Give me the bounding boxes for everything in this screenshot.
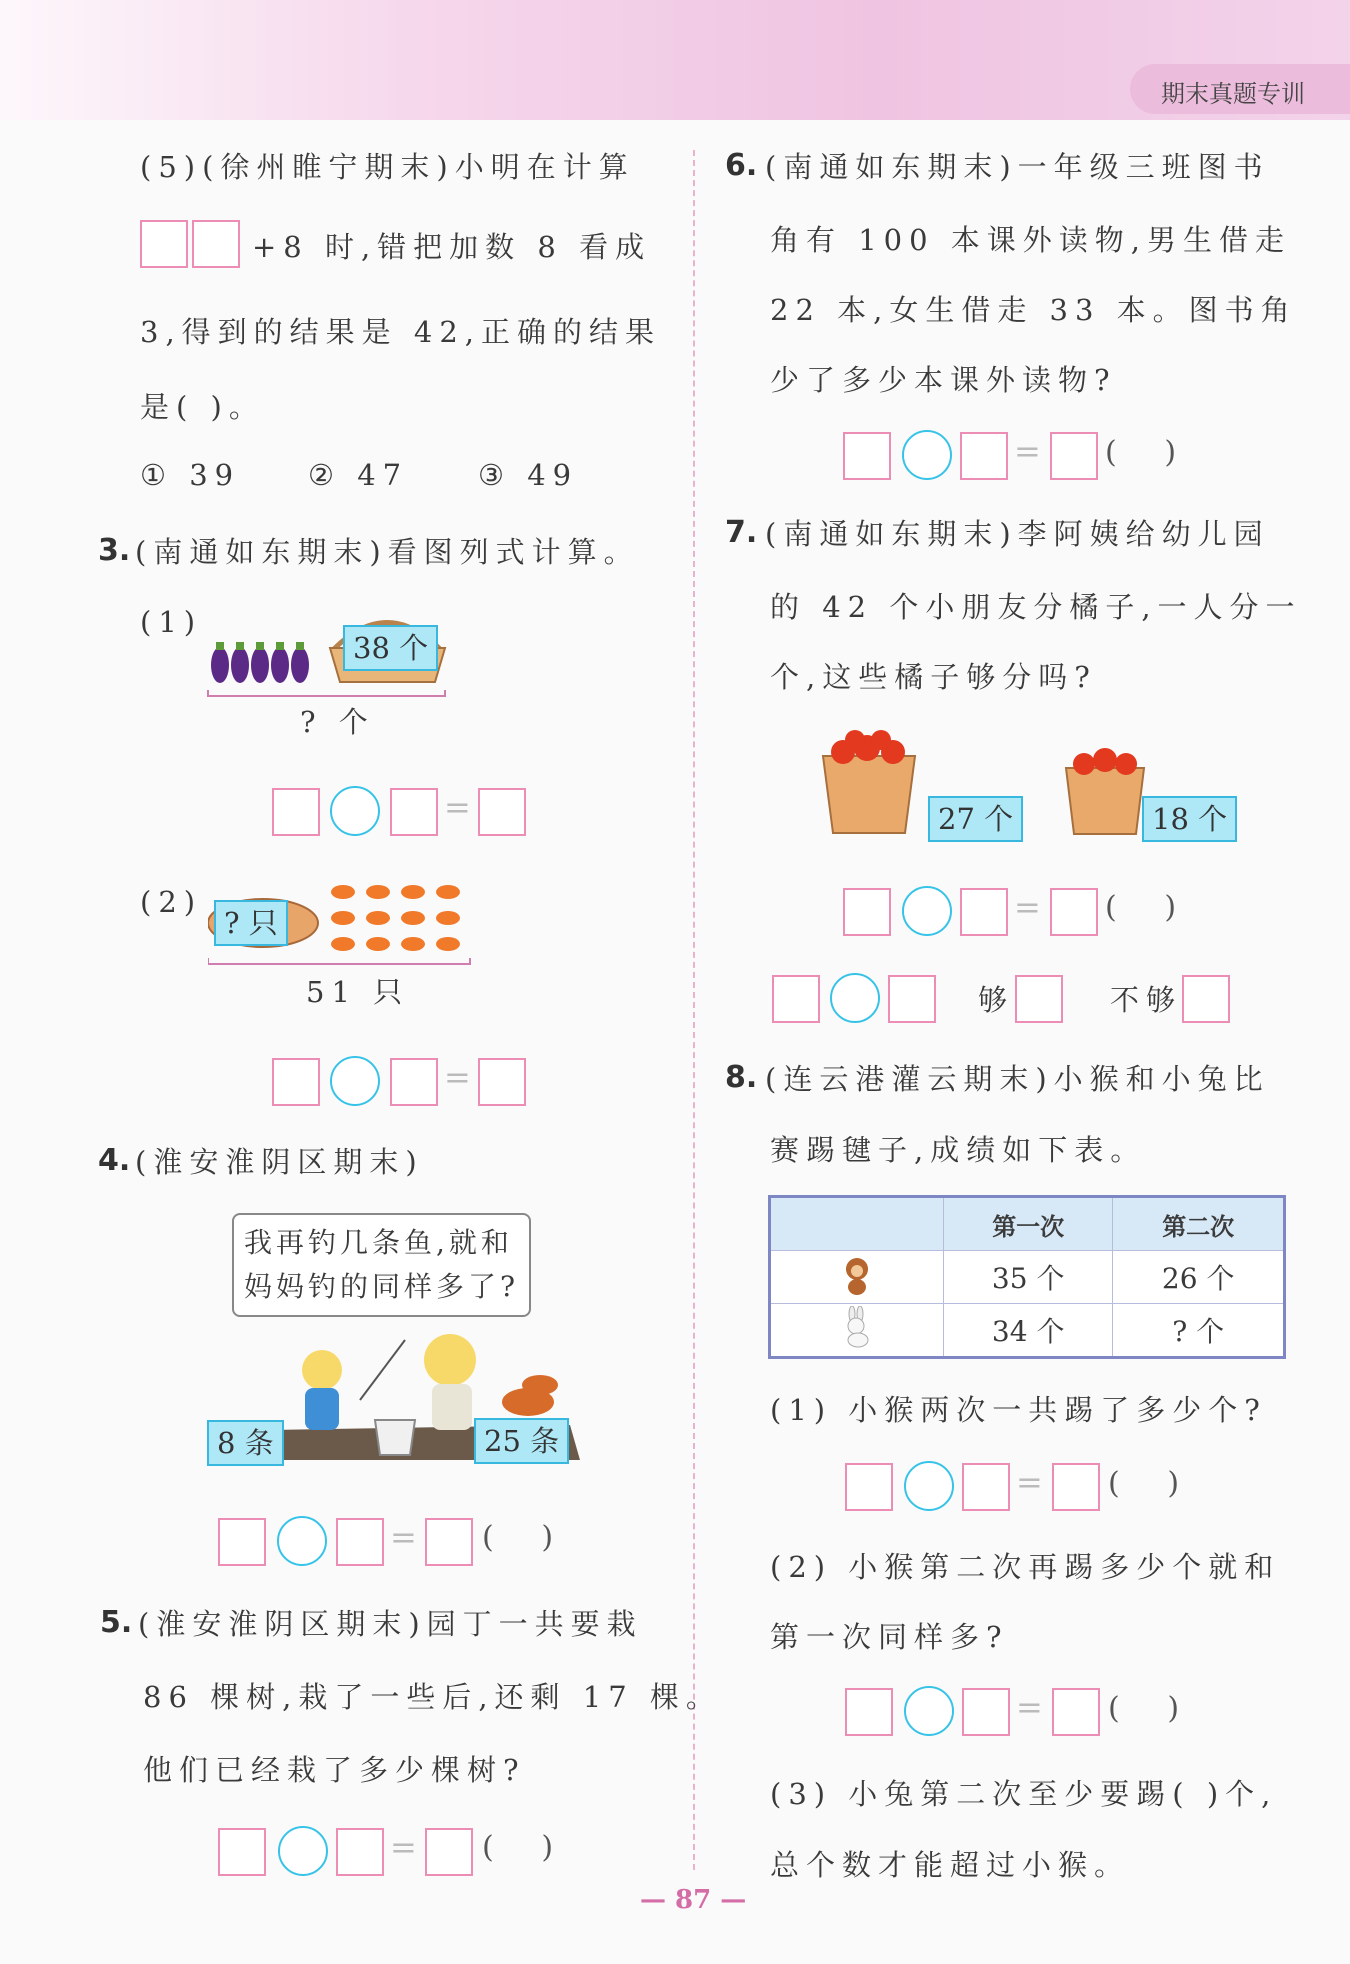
operator-circle[interactable] bbox=[277, 1516, 327, 1566]
answer-box[interactable] bbox=[960, 888, 1008, 936]
q3-part1-label: (1) bbox=[140, 605, 203, 639]
answer-box[interactable] bbox=[1052, 1688, 1100, 1736]
q5-line2: 86 棵树,栽了一些后,还剩 17 棵。 bbox=[143, 1680, 722, 1714]
answer-box[interactable] bbox=[845, 1688, 893, 1736]
q5-number: 5. bbox=[100, 1605, 133, 1640]
unit-paren[interactable]: ( ) bbox=[1105, 435, 1177, 470]
answer-box[interactable] bbox=[478, 788, 526, 836]
total-label: ? 个 bbox=[300, 705, 375, 739]
eggplant-icon bbox=[211, 647, 309, 683]
not-enough-label: 不够 bbox=[1110, 983, 1183, 1017]
operator-circle[interactable] bbox=[330, 1056, 380, 1106]
equals-sign: = bbox=[390, 1828, 417, 1866]
answer-box[interactable] bbox=[140, 220, 188, 268]
unit-paren[interactable]: ( ) bbox=[1105, 890, 1177, 925]
equals-sign: = bbox=[1016, 1688, 1043, 1726]
q7-line3: 个,这些橘子够分吗? bbox=[770, 660, 1097, 694]
operator-circle[interactable] bbox=[830, 973, 880, 1023]
rabbit-icon bbox=[770, 1304, 944, 1358]
basket-count-label: 27 个 bbox=[928, 796, 1023, 842]
operator-circle[interactable] bbox=[902, 886, 952, 936]
q7-number: 7. bbox=[725, 515, 758, 550]
answer-box[interactable] bbox=[390, 1058, 438, 1106]
q8-line1: (连云港灌云期末)小猴和小兔比 bbox=[765, 1062, 1270, 1096]
unit-paren[interactable]: ( ) bbox=[482, 1830, 554, 1865]
header-tag: 期末真题专训 bbox=[1161, 80, 1305, 108]
cat-icon bbox=[424, 1334, 476, 1430]
answer-box[interactable] bbox=[192, 220, 240, 268]
answer-box[interactable] bbox=[1052, 1463, 1100, 1511]
equals-sign: = bbox=[1016, 1463, 1043, 1501]
equals-sign: = bbox=[1014, 432, 1041, 470]
header-banner bbox=[0, 0, 1350, 120]
answer-box[interactable] bbox=[1050, 888, 1098, 936]
answer-box[interactable] bbox=[962, 1688, 1010, 1736]
column-divider bbox=[693, 150, 695, 1870]
q8-line2: 赛踢毽子,成绩如下表。 bbox=[770, 1133, 1147, 1167]
q7-line2: 的 42 个小朋友分橘子,一人分一 bbox=[770, 590, 1302, 624]
q7-line1: (南通如东期末)李阿姨给幼儿园 bbox=[765, 517, 1270, 551]
operator-circle[interactable] bbox=[904, 1686, 954, 1736]
q6-line1: (南通如东期末)一年级三班图书 bbox=[765, 150, 1270, 184]
basket-count-label: 18 个 bbox=[1142, 796, 1237, 842]
answer-box[interactable] bbox=[478, 1058, 526, 1106]
page-number: — 87 — bbox=[640, 1885, 747, 1915]
q5-line3: 他们已经栽了多少棵树? bbox=[143, 1753, 526, 1787]
q8-sub1: (1) 小猴两次一共踢了多少个? bbox=[770, 1393, 1267, 1427]
answer-box[interactable] bbox=[218, 1518, 266, 1566]
q4-title: (淮安淮阴区期末) bbox=[135, 1145, 424, 1179]
bubble-line2: 妈妈钓的同样多了? bbox=[244, 1270, 520, 1303]
q4-number: 4. bbox=[98, 1143, 131, 1178]
answer-box[interactable] bbox=[425, 1828, 473, 1876]
basket-count-label: 38 个 bbox=[343, 625, 438, 671]
monkey-icon bbox=[770, 1251, 944, 1304]
answer-box[interactable] bbox=[845, 1463, 893, 1511]
answer-box[interactable] bbox=[425, 1518, 473, 1566]
q8-sub3-line2: 总个数才能超过小猴。 bbox=[770, 1848, 1131, 1882]
q8-sub3-line1: (3) 小兔第二次至少要踢( )个, bbox=[770, 1777, 1278, 1811]
option-1[interactable]: ① 39 bbox=[140, 458, 241, 492]
total-label: 51 只 bbox=[306, 975, 410, 1009]
equals-sign: = bbox=[1014, 888, 1041, 926]
enough-label: 够 bbox=[978, 983, 1015, 1017]
q2-5-line2: +8 时,错把加数 8 看成 bbox=[252, 230, 652, 264]
kitten-icon bbox=[302, 1350, 342, 1430]
kitten-fish-count: 8 条 bbox=[207, 1420, 284, 1466]
answer-box[interactable] bbox=[843, 888, 891, 936]
table-cell: ? 个 bbox=[1113, 1304, 1285, 1358]
equals-sign: = bbox=[444, 788, 471, 826]
fish-icon bbox=[331, 885, 460, 951]
unit-paren[interactable]: ( ) bbox=[1108, 1691, 1180, 1726]
operator-circle[interactable] bbox=[904, 1461, 954, 1511]
orange-basket-icon bbox=[1060, 742, 1150, 842]
q6-line3: 22 本,女生借走 33 本。图书角 bbox=[770, 293, 1297, 327]
answer-box[interactable] bbox=[272, 788, 320, 836]
q6-line4: 少了多少本课外读物? bbox=[770, 363, 1117, 397]
q2-5-line3: 3,得到的结果是 42,正确的结果 bbox=[140, 315, 662, 349]
orange-basket-icon bbox=[815, 728, 925, 843]
q8-sub2-line2: 第一次同样多? bbox=[770, 1620, 1009, 1654]
operator-circle[interactable] bbox=[902, 430, 952, 480]
basket-count-label: ? 只 bbox=[214, 900, 288, 946]
bubble-line1: 我再钓几条鱼,就和 bbox=[244, 1226, 513, 1259]
col-header-second: 第二次 bbox=[1113, 1197, 1285, 1251]
fish-pile-icon bbox=[502, 1375, 558, 1416]
answer-box[interactable] bbox=[336, 1518, 384, 1566]
answer-box[interactable] bbox=[218, 1828, 266, 1876]
operator-circle[interactable] bbox=[330, 786, 380, 836]
q8-sub2-line1: (2) 小猴第二次再踢多少个就和 bbox=[770, 1550, 1281, 1584]
not-enough-checkbox[interactable] bbox=[1182, 975, 1230, 1023]
table-cell: 35 个 bbox=[944, 1251, 1113, 1304]
q3-number: 3. bbox=[98, 533, 131, 568]
mother-fish-count: 25 条 bbox=[474, 1418, 569, 1464]
operator-circle[interactable] bbox=[278, 1826, 328, 1876]
q6-number: 6. bbox=[725, 148, 758, 183]
q3-title: (南通如东期末)看图列式计算。 bbox=[135, 535, 640, 569]
option-2[interactable]: ② 47 bbox=[308, 458, 409, 492]
q2-5-line1: (5)(徐州睢宁期末)小明在计算 bbox=[140, 150, 635, 184]
unit-paren[interactable]: ( ) bbox=[1108, 1466, 1180, 1501]
q8-number: 8. bbox=[725, 1060, 758, 1095]
col-header-first: 第一次 bbox=[944, 1197, 1113, 1251]
answer-box[interactable] bbox=[843, 432, 891, 480]
speech-bubble bbox=[232, 1213, 531, 1317]
enough-checkbox[interactable] bbox=[1015, 975, 1063, 1023]
equals-sign: = bbox=[444, 1058, 471, 1096]
answer-box[interactable] bbox=[772, 975, 820, 1023]
option-3[interactable]: ③ 49 bbox=[478, 458, 579, 492]
answer-box[interactable] bbox=[888, 975, 936, 1023]
answer-box[interactable] bbox=[272, 1058, 320, 1106]
unit-paren[interactable]: ( ) bbox=[482, 1520, 554, 1555]
q3-part2-label: (2) bbox=[140, 885, 203, 919]
q6-line2: 角有 100 本课外读物,男生借走 bbox=[770, 223, 1292, 257]
score-table bbox=[768, 1195, 1286, 1359]
answer-box[interactable] bbox=[390, 788, 438, 836]
bucket-icon bbox=[375, 1420, 415, 1455]
table-cell: 26 个 bbox=[1113, 1251, 1285, 1304]
equals-sign: = bbox=[390, 1518, 417, 1556]
answer-box[interactable] bbox=[1050, 432, 1098, 480]
answer-box[interactable] bbox=[962, 1463, 1010, 1511]
q2-5-line4: 是( )。 bbox=[140, 390, 265, 424]
table-corner bbox=[770, 1197, 944, 1251]
table-cell: 34 个 bbox=[944, 1304, 1113, 1358]
q5-line1: (淮安淮阴区期末)园丁一共要栽 bbox=[138, 1607, 643, 1641]
answer-box[interactable] bbox=[336, 1828, 384, 1876]
answer-box[interactable] bbox=[960, 432, 1008, 480]
